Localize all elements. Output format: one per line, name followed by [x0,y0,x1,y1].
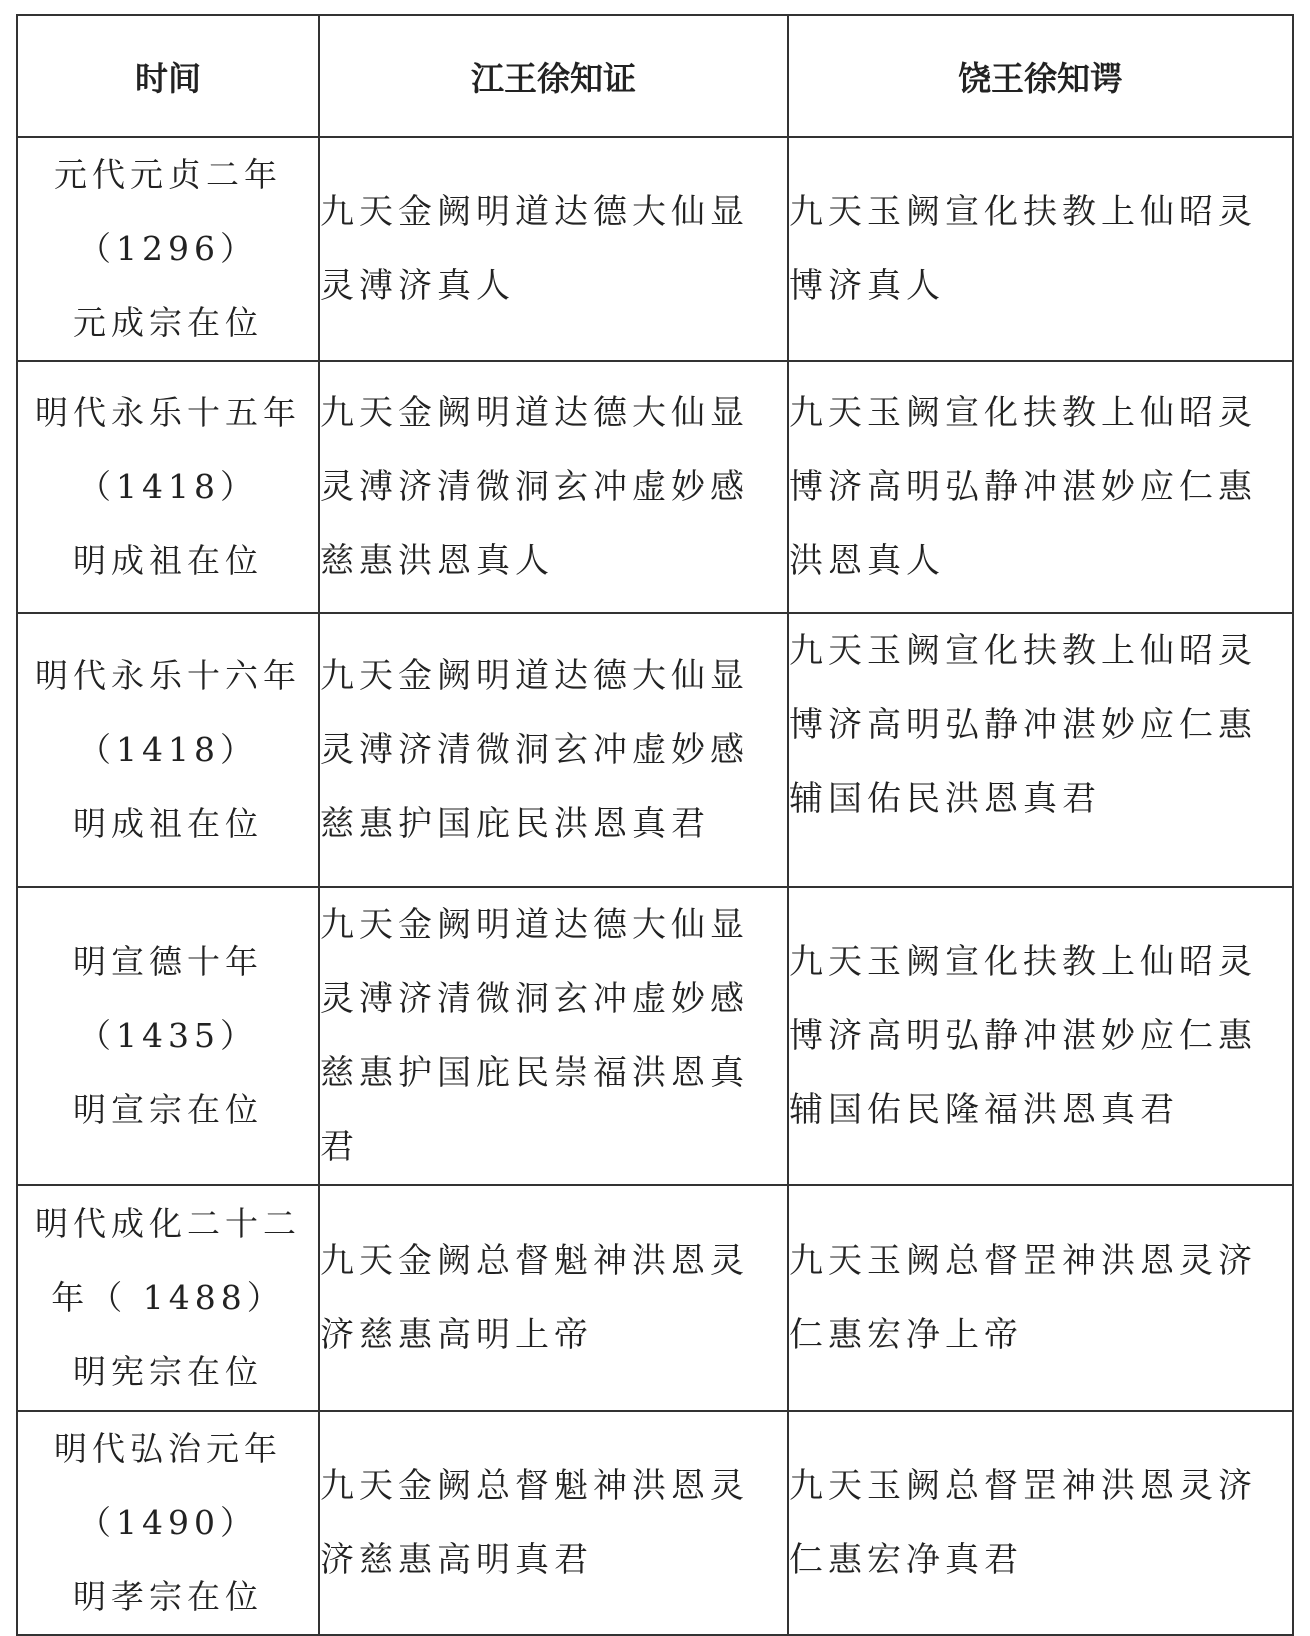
time-year: （1296） [78,229,258,268]
rao-title-cell: 九天玉阙总督罡神洪恩灵济仁惠宏净上帝 [788,1185,1293,1411]
time-ruler: 明宣宗在位 [73,1090,263,1129]
time-era: 元代元贞二年 [54,155,282,194]
time-cell [17,887,319,1185]
time-cell [17,613,319,887]
jiang-title-cell: 九天金阙总督魁神洪恩灵济慈惠高明上帝 [319,1185,788,1411]
time-ruler: 明宪宗在位 [73,1352,263,1391]
rao-title-cell: 九天玉阙宣化扶教上仙昭灵博济高明弘静冲湛妙应仁惠辅国佑民隆福洪恩真君 [788,887,1293,1185]
time-cell [17,1185,319,1411]
time-era: 明代成化二十二 [35,1204,301,1243]
table-row [17,137,1293,361]
time-year: （1418） [78,730,258,769]
jiang-title-cell: 九天金阙明道达德大仙显灵溥济清微洞玄冲虚妙感慈惠护国庇民洪恩真君 [319,613,788,887]
table-row [17,1411,1293,1635]
jiang-title-cell: 九天金阙总督魁神洪恩灵济慈惠高明真君 [319,1411,788,1635]
time-ruler: 元成宗在位 [73,303,263,342]
jiang-title-cell: 九天金阙明道达德大仙显灵溥济清微洞玄冲虚妙感慈惠洪恩真人 [319,361,788,613]
table-row [17,361,1293,613]
table-row [17,1185,1293,1411]
header-row [17,15,1293,137]
table-row [17,613,1293,887]
time-ruler: 明成祖在位 [73,541,263,580]
jiang-title-cell: 九天金阙明道达德大仙显灵溥济清微洞玄冲虚妙感慈惠护国庇民崇福洪恩真君 [319,887,788,1185]
time-ruler: 明孝宗在位 [73,1577,263,1616]
time-year: （1490） [78,1503,258,1542]
header-time: 时间 [17,15,319,137]
rao-title-cell: 九天玉阙总督罡神洪恩灵济仁惠宏净真君 [788,1411,1293,1635]
titles-table [16,14,1294,1636]
time-cell [17,137,319,361]
time-era: 明宣德十年 [73,942,263,981]
rao-title-cell: 九天玉阙宣化扶教上仙昭灵博济高明弘静冲湛妙应仁惠洪恩真人 [788,361,1293,613]
rao-title-cell: 九天玉阙宣化扶教上仙昭灵博济高明弘静冲湛妙应仁惠辅国佑民洪恩真君 [788,613,1293,887]
time-era: 明代永乐十五年 [35,393,301,432]
time-cell [17,361,319,613]
header-jiang: 江王徐知证 [319,15,788,137]
header-rao: 饶王徐知谔 [788,15,1293,137]
time-year: （1435） [78,1016,258,1055]
time-ruler: 明成祖在位 [73,804,263,843]
time-era: 明代永乐十六年 [35,656,301,695]
time-cell [17,1411,319,1635]
time-year: 年（ 1488） [51,1278,285,1317]
table-row [17,887,1293,1185]
rao-title-cell: 九天玉阙宣化扶教上仙昭灵博济真人 [788,137,1293,361]
time-year: （1418） [78,467,258,506]
jiang-title-cell: 九天金阙明道达德大仙显灵溥济真人 [319,137,788,361]
time-era: 明代弘治元年 [54,1429,282,1468]
